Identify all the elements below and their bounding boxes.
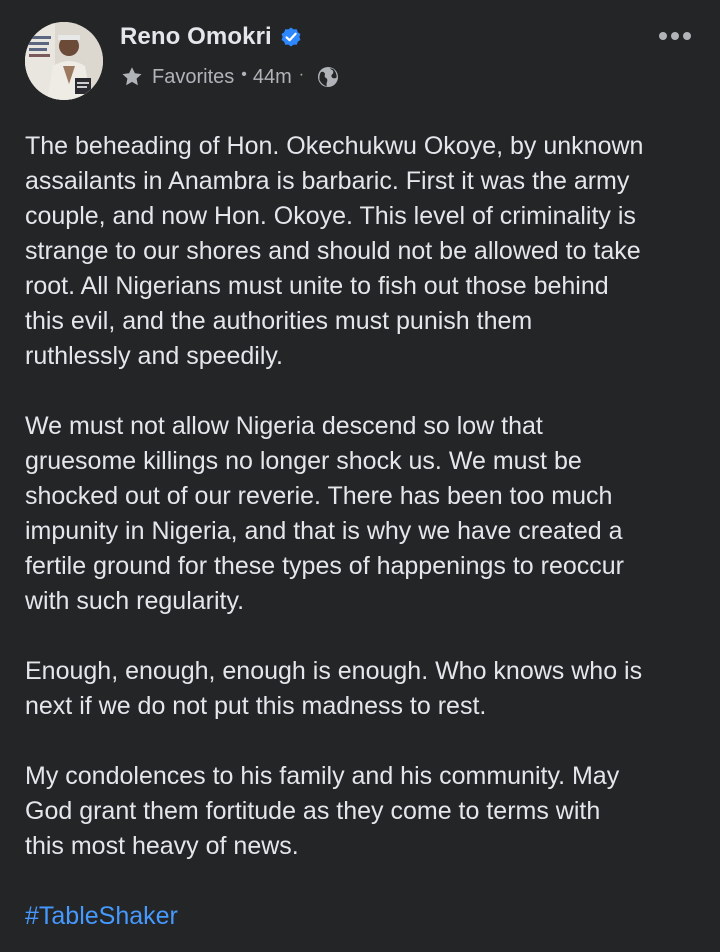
verified-badge-icon xyxy=(279,25,303,49)
more-horizontal-icon xyxy=(658,31,692,41)
globe-icon[interactable] xyxy=(316,65,340,89)
post-text xyxy=(25,129,705,934)
avatar-photo-icon xyxy=(25,22,103,100)
post-paragraph: Enough, enough, enough is enough. Who knows who is next if we do not put this madness to rest. xyxy=(25,657,643,720)
hashtag-link[interactable]: #TableShaker xyxy=(25,902,178,930)
meta-separator-2: · xyxy=(298,66,305,83)
more-options-button[interactable] xyxy=(652,22,698,50)
post-meta xyxy=(120,62,340,92)
post-paragraph: My condolences to his family and his community. May God grant them fortitude as they come to terms with this most heavy of news. xyxy=(25,762,620,860)
author-name[interactable]: Reno Omokri xyxy=(120,23,272,50)
meta-separator: • xyxy=(241,66,247,83)
post-paragraph: We must not allow Nigeria descend so low that gruesome killings no longer shock us. We must be shocked out of our reverie. There has been too much impunity in Nigeria, and that is why we have created a fertile ground for these types of happenings to reoccur with such regularity. xyxy=(25,412,624,615)
post-paragraph: The beheading of Hon. Okechukwu Okoye, by unknown assailants in Anambra is barbaric. First it was the army couple, and now Hon. Okoye. This level of criminality is strange to our shores and should not be allowed to take root. All Nigerians must unite to fish out those behind this evil, and the authorities must punish them ruthlessly and speedily. xyxy=(25,132,644,370)
author-header xyxy=(120,20,303,54)
audience-list-label[interactable]: Favorites xyxy=(152,65,235,88)
author-avatar[interactable] xyxy=(25,22,103,100)
post-timestamp[interactable]: 44m xyxy=(252,65,292,88)
favorites-star-icon xyxy=(120,65,144,89)
